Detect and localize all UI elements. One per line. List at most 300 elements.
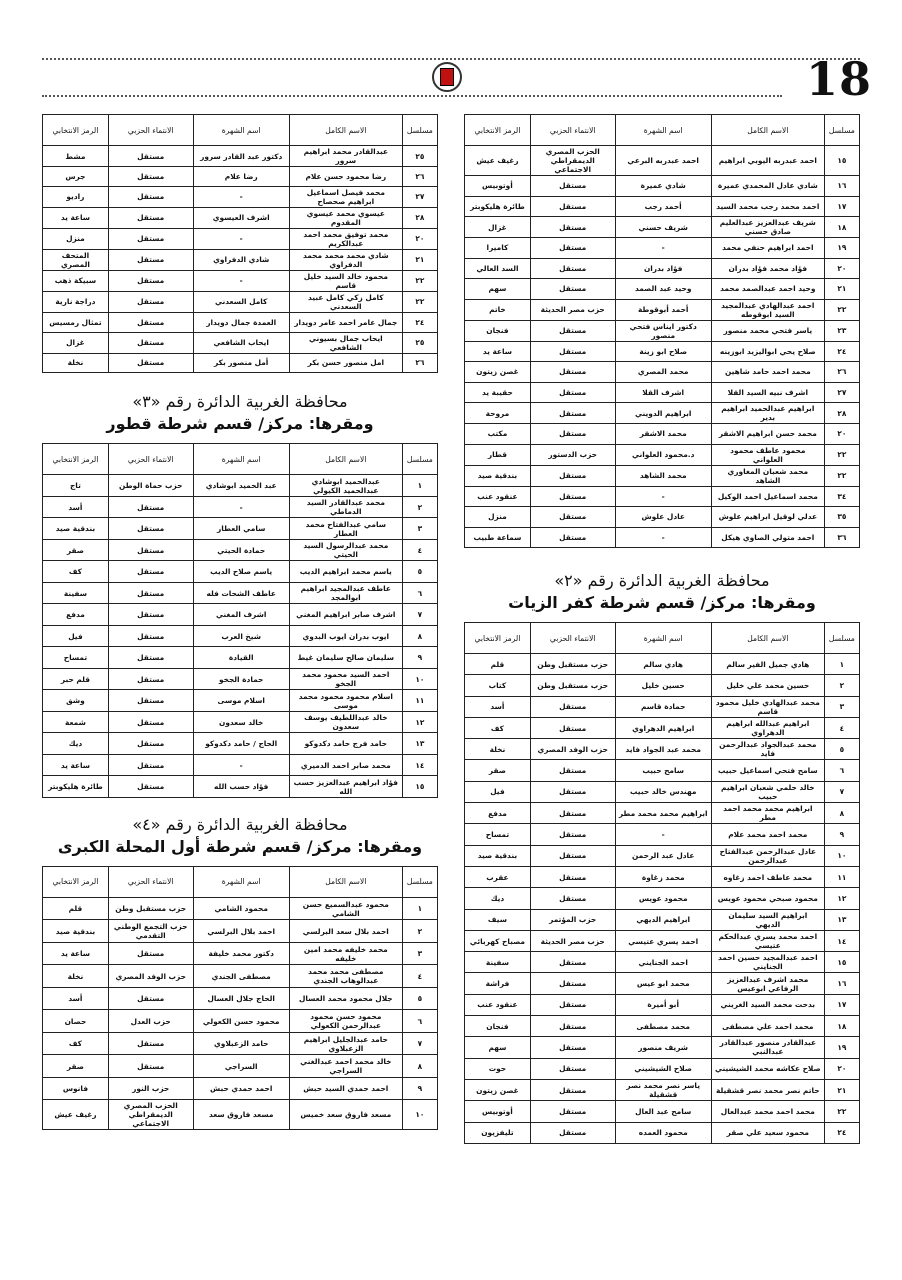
serial-cell: ١٥ bbox=[402, 776, 437, 798]
known-as-cell: محمد المصري bbox=[615, 362, 711, 383]
table-row bbox=[43, 496, 438, 518]
symbol-cell: ساعة يد bbox=[465, 341, 531, 362]
serial-cell: ١٥ bbox=[824, 146, 859, 176]
known-as-cell: أمل منصور بكر bbox=[193, 353, 289, 373]
table-row bbox=[465, 803, 860, 824]
known-as-cell: محمد ابو عيس bbox=[615, 973, 711, 994]
table-row bbox=[465, 341, 860, 362]
serial-cell: ٢٤ bbox=[402, 312, 437, 332]
known-as-cell: فؤاد بدران bbox=[615, 258, 711, 279]
party-cell: مستقل bbox=[530, 507, 615, 528]
full-name-cell: كامل زكي كامل عبيد السعدني bbox=[289, 291, 402, 312]
known-as-cell: سامح عبد العال bbox=[615, 1101, 711, 1122]
column-header: مسلسل bbox=[824, 115, 859, 146]
full-name-cell: شادي عادل المحمدي عميرة bbox=[711, 176, 824, 197]
table-row bbox=[465, 1058, 860, 1079]
serial-cell: ١٩ bbox=[824, 1037, 859, 1058]
party-cell: حزب المؤتمر bbox=[530, 909, 615, 930]
symbol-cell: ساعة يد bbox=[43, 942, 109, 965]
known-as-cell: احمد عبدربه البرعي bbox=[615, 146, 711, 176]
symbol-cell: سهم bbox=[465, 279, 531, 300]
full-name-cell: جلال محمود محمد العسال bbox=[289, 987, 402, 1010]
table-row bbox=[43, 897, 438, 920]
full-name-cell: محمد احمد محمد عبدالعال bbox=[711, 1101, 824, 1122]
column-header: الانتماء الحزبي bbox=[530, 623, 615, 654]
symbol-cell: أوتوبيس bbox=[465, 1101, 531, 1122]
party-cell: مستقل bbox=[530, 196, 615, 217]
serial-cell: ٩ bbox=[824, 824, 859, 845]
known-as-cell: شادي عميرة bbox=[615, 176, 711, 197]
symbol-cell: خاتم bbox=[465, 299, 531, 320]
party-cell: مستقل bbox=[530, 952, 615, 973]
full-name-cell: محمد حسن ابراهيم الاشقر bbox=[711, 424, 824, 445]
serial-cell: ٢٢ bbox=[824, 465, 859, 486]
symbol-cell: حصان bbox=[43, 1010, 109, 1033]
party-cell: مستقل bbox=[530, 1122, 615, 1143]
known-as-cell: مهندس خالد حبيب bbox=[615, 781, 711, 802]
serial-cell: ٥ bbox=[402, 561, 437, 583]
party-cell: مستقل bbox=[108, 754, 193, 776]
serial-cell: ٧ bbox=[824, 781, 859, 802]
symbol-cell: كف bbox=[43, 1032, 109, 1055]
symbol-cell: قلم bbox=[465, 654, 531, 675]
known-as-cell: حمادة الحيتي bbox=[193, 539, 289, 561]
symbol-cell: سيف bbox=[465, 909, 531, 930]
table-row bbox=[43, 1010, 438, 1033]
header-rule-bottom bbox=[42, 95, 782, 97]
table-row bbox=[43, 711, 438, 733]
table-row bbox=[465, 760, 860, 781]
column-header: الرمز الانتخابي bbox=[465, 115, 531, 146]
table-row bbox=[43, 561, 438, 583]
candidates-table-district-4 bbox=[42, 866, 438, 1131]
serial-cell: ١٠ bbox=[402, 668, 437, 690]
full-name-cell: محمود صبحي محمود عويس bbox=[711, 888, 824, 909]
table-row bbox=[465, 1037, 860, 1058]
full-name-cell: احمد محمد يسري عبدالحكم عتيسي bbox=[711, 930, 824, 951]
full-name-cell: احمد حمدي السيد حبش bbox=[289, 1077, 402, 1100]
party-cell: مستقل bbox=[108, 625, 193, 647]
symbol-cell: تمساح bbox=[43, 647, 109, 669]
serial-cell: ١٨ bbox=[824, 217, 859, 238]
serial-cell: ١٠ bbox=[402, 1100, 437, 1130]
party-cell: حزب مستقبل وطن bbox=[530, 654, 615, 675]
table-row bbox=[465, 739, 860, 760]
symbol-cell: كف bbox=[465, 717, 531, 738]
symbol-cell: بندقية صيد bbox=[465, 465, 531, 486]
symbol-cell: أسد bbox=[465, 696, 531, 717]
symbol-cell: نخلة bbox=[43, 353, 109, 373]
full-name-cell: شادي محمد محمد محمد الدفراوي bbox=[289, 249, 402, 270]
party-cell: مستقل bbox=[530, 760, 615, 781]
party-cell: مستقل bbox=[530, 527, 615, 548]
column-header: الانتماء الحزبي bbox=[108, 866, 193, 897]
full-name-cell: محمود عاطف محمود العلواني bbox=[711, 444, 824, 465]
known-as-cell: محمود العمده bbox=[615, 1122, 711, 1143]
district-3-title: محافظة الغربية الدائرة رقم «٣» bbox=[132, 392, 348, 412]
known-as-cell: القيادة bbox=[193, 647, 289, 669]
symbol-cell: ساعة يد bbox=[43, 754, 109, 776]
symbol-cell: ديك bbox=[43, 733, 109, 755]
serial-cell: ٢٥ bbox=[402, 332, 437, 353]
table-row bbox=[465, 888, 860, 909]
full-name-cell: محمد عاطف احمد زغاوه bbox=[711, 866, 824, 887]
table-row bbox=[43, 776, 438, 798]
full-name-cell: اشرف نبيه السيد القلا bbox=[711, 382, 824, 403]
known-as-cell: شادي الدفراوي bbox=[193, 249, 289, 270]
symbol-cell: أوتوبيس bbox=[465, 176, 531, 197]
party-cell: مستقل bbox=[530, 1016, 615, 1037]
party-cell: مستقل bbox=[108, 207, 193, 228]
district-3-subtitle: ومقرها: مركز/ قسم شرطة قطور bbox=[106, 414, 374, 434]
table-row bbox=[43, 207, 438, 228]
party-cell: مستقل bbox=[530, 465, 615, 486]
full-name-cell: صلاح يحي ابواليزيد ابوزينه bbox=[711, 341, 824, 362]
table-row bbox=[43, 1077, 438, 1100]
symbol-cell: تمساح bbox=[465, 824, 531, 845]
full-name-cell: رضا محمود حسن علام bbox=[289, 167, 402, 187]
symbol-cell: قطار bbox=[465, 444, 531, 465]
table-row bbox=[43, 291, 438, 312]
party-cell: مستقل bbox=[530, 866, 615, 887]
serial-cell: ٦ bbox=[824, 760, 859, 781]
column-header: اسم الشهرة bbox=[615, 115, 711, 146]
full-name-cell: عادل عبدالرحمن عبدالفتاح عبدالرحمن bbox=[711, 845, 824, 866]
table-row bbox=[465, 866, 860, 887]
full-name-cell: مسعد فاروق سعد خميس bbox=[289, 1100, 402, 1130]
full-name-cell: وحيد احمد عبدالصمد محمد bbox=[711, 279, 824, 300]
column-header: الاسم الكامل bbox=[289, 866, 402, 897]
table-row bbox=[465, 675, 860, 696]
table-row bbox=[43, 332, 438, 353]
full-name-cell: سامي عبدالفتاح محمد العطار bbox=[289, 518, 402, 540]
table-row bbox=[43, 353, 438, 373]
symbol-cell: سبيكة ذهب bbox=[43, 270, 109, 291]
serial-cell: ٢٨ bbox=[824, 403, 859, 424]
serial-cell: ٢٢ bbox=[824, 1101, 859, 1122]
symbol-cell: مصباح كهربائي bbox=[465, 930, 531, 951]
party-cell: مستقل bbox=[530, 258, 615, 279]
table-row bbox=[465, 486, 860, 507]
symbol-cell: صقر bbox=[43, 1055, 109, 1078]
serial-cell: ١٥ bbox=[824, 952, 859, 973]
full-name-cell: محمد اسماعيل احمد الوكيل bbox=[711, 486, 824, 507]
column-header: الرمز الانتخابي bbox=[465, 623, 531, 654]
serial-cell: ١٤ bbox=[824, 930, 859, 951]
symbol-cell: نخلة bbox=[465, 739, 531, 760]
table-row bbox=[465, 320, 860, 341]
table-row bbox=[43, 690, 438, 712]
candidates-table-district-1-continued bbox=[464, 114, 860, 548]
known-as-cell: احمد حمدي حبش bbox=[193, 1077, 289, 1100]
known-as-cell: دكتور ايناس فتحي منصور bbox=[615, 320, 711, 341]
symbol-cell: رغيف عيش bbox=[465, 146, 531, 176]
full-name-cell: محمد عبدالجواد عبدالرحمن فايد bbox=[711, 739, 824, 760]
known-as-cell: ابراهيم الديهي bbox=[615, 909, 711, 930]
symbol-cell: أسد bbox=[43, 987, 109, 1010]
header-rule-top bbox=[42, 58, 860, 60]
party-cell: مستقل bbox=[530, 320, 615, 341]
symbol-cell: سفينة bbox=[43, 582, 109, 604]
known-as-cell: احمد يسري عتيسي bbox=[615, 930, 711, 951]
table-row bbox=[43, 186, 438, 207]
symbol-cell: تاج bbox=[43, 475, 109, 497]
serial-cell: ١٦ bbox=[824, 176, 859, 197]
table-header-row bbox=[465, 115, 860, 146]
full-name-cell: محمد شعبان المغاوري الشاهد bbox=[711, 465, 824, 486]
party-cell: مستقل bbox=[530, 382, 615, 403]
known-as-cell: د.محمود العلواني bbox=[615, 444, 711, 465]
full-name-cell: شريف عبدالعزيز عبدالعليم صادق حسني bbox=[711, 217, 824, 238]
full-name-cell: ياسم محمد ابراهيم الديب bbox=[289, 561, 402, 583]
known-as-cell: عبد الحميد ابوشادي bbox=[193, 475, 289, 497]
symbol-cell: أسد bbox=[43, 496, 109, 518]
symbol-cell: فانوس bbox=[43, 1077, 109, 1100]
known-as-cell: عاطف الشحات فله bbox=[193, 582, 289, 604]
party-cell: مستقل bbox=[108, 711, 193, 733]
party-cell: حزب مستقبل وطن bbox=[108, 897, 193, 920]
known-as-cell: أحمد رجب bbox=[615, 196, 711, 217]
table-row bbox=[465, 973, 860, 994]
party-cell: مستقل bbox=[530, 362, 615, 383]
serial-cell: ١١ bbox=[824, 866, 859, 887]
table-row bbox=[43, 146, 438, 167]
party-cell: مستقل bbox=[108, 496, 193, 518]
table-row bbox=[43, 965, 438, 988]
serial-cell: ٨ bbox=[402, 1055, 437, 1078]
table-row bbox=[465, 238, 860, 259]
candidates-table-district-3 bbox=[42, 443, 438, 798]
full-name-cell: محمد صابر احمد الدميري bbox=[289, 754, 402, 776]
party-cell: مستقل bbox=[108, 249, 193, 270]
symbol-cell: قلم bbox=[43, 897, 109, 920]
known-as-cell: محمود عويس bbox=[615, 888, 711, 909]
full-name-cell: محمد احمد حامد شاهين bbox=[711, 362, 824, 383]
known-as-cell: ابراهيم محمد محمد مطر bbox=[615, 803, 711, 824]
known-as-cell: أحمد أبوقوطة bbox=[615, 299, 711, 320]
full-name-cell: صلاح عكاشه محمد الشيشيني bbox=[711, 1058, 824, 1079]
full-name-cell: ايوب بدران ايوب البدوي bbox=[289, 625, 402, 647]
table-row bbox=[465, 424, 860, 445]
symbol-cell: بندقية صيد bbox=[43, 518, 109, 540]
known-as-cell: خالد سعدون bbox=[193, 711, 289, 733]
table-row bbox=[465, 362, 860, 383]
symbol-cell: راديو bbox=[43, 186, 109, 207]
table-row bbox=[43, 475, 438, 497]
serial-cell: ٣٦ bbox=[824, 527, 859, 548]
full-name-cell: احمد محمد رجب محمد السيد bbox=[711, 196, 824, 217]
serial-cell: ١٨ bbox=[824, 1016, 859, 1037]
symbol-cell: المتحف المصري bbox=[43, 249, 109, 270]
symbol-cell: عنقود عنب bbox=[465, 994, 531, 1015]
full-name-cell: محمد خليفه محمد امين خليفه bbox=[289, 942, 402, 965]
known-as-cell: - bbox=[193, 754, 289, 776]
party-cell: حزب التجمع الوطني التقدمي bbox=[108, 920, 193, 943]
full-name-cell: ايحاب جمال بسيوني الشافعي bbox=[289, 332, 402, 353]
column-header: اسم الشهرة bbox=[193, 444, 289, 475]
full-name-cell: محمد احمد علي مصطفى bbox=[711, 1016, 824, 1037]
party-cell: مستقل bbox=[108, 604, 193, 626]
serial-cell: ٢٠ bbox=[824, 1058, 859, 1079]
table-row bbox=[43, 987, 438, 1010]
party-cell: حزب مصر الحديثة bbox=[530, 299, 615, 320]
symbol-cell: قلم حبر bbox=[43, 668, 109, 690]
serial-cell: ١٧ bbox=[824, 196, 859, 217]
party-cell: مستقل bbox=[530, 1058, 615, 1079]
table-row bbox=[465, 444, 860, 465]
serial-cell: ٣٤ bbox=[824, 486, 859, 507]
full-name-cell: خالد حلمي شعبان ابراهيم حبيب bbox=[711, 781, 824, 802]
symbol-cell: فراشة bbox=[465, 973, 531, 994]
party-cell: حزب الوفد المصري bbox=[108, 965, 193, 988]
full-name-cell: خالد محمد احمد عبدالغني السراجي bbox=[289, 1055, 402, 1078]
symbol-cell: بندقية صيد bbox=[43, 920, 109, 943]
known-as-cell: رضا علام bbox=[193, 167, 289, 187]
symbol-cell: مشط bbox=[43, 146, 109, 167]
full-name-cell: حامد فرج حامد دكدوكو bbox=[289, 733, 402, 755]
party-cell: الحزب المصري الديمقراطي الاجتماعي bbox=[530, 146, 615, 176]
serial-cell: ٢٢ bbox=[824, 299, 859, 320]
known-as-cell: ياسر نصر محمد نصر قشقيلة bbox=[615, 1079, 711, 1100]
party-cell: مستقل bbox=[108, 733, 193, 755]
party-cell: مستقل bbox=[530, 403, 615, 424]
party-cell: مستقل bbox=[530, 717, 615, 738]
known-as-cell: محمد عبد الجواد فايد bbox=[615, 739, 711, 760]
known-as-cell: شريف منصور bbox=[615, 1037, 711, 1058]
table-row bbox=[465, 930, 860, 951]
full-name-cell: اشرف صابر ابراهيم المغني bbox=[289, 604, 402, 626]
known-as-cell: مسعد فاروق سعد bbox=[193, 1100, 289, 1130]
table-row bbox=[43, 733, 438, 755]
serial-cell: ٨ bbox=[824, 803, 859, 824]
full-name-cell: محمد احمد محمد علام bbox=[711, 824, 824, 845]
full-name-cell: حسين محمد علي خليل bbox=[711, 675, 824, 696]
column-header: الاسم الكامل bbox=[289, 115, 402, 146]
symbol-cell: غصن زيتون bbox=[465, 362, 531, 383]
known-as-cell: - bbox=[615, 238, 711, 259]
party-cell: مستقل bbox=[108, 332, 193, 353]
column-header: الرمز الانتخابي bbox=[43, 866, 109, 897]
table-row bbox=[465, 717, 860, 738]
table-row bbox=[465, 299, 860, 320]
symbol-cell: شمعة bbox=[43, 711, 109, 733]
symbol-cell: حوت bbox=[465, 1058, 531, 1079]
known-as-cell: - bbox=[193, 186, 289, 207]
table-row bbox=[465, 258, 860, 279]
party-cell: مستقل bbox=[108, 146, 193, 167]
serial-cell: ٢٠ bbox=[824, 424, 859, 445]
full-name-cell: حامد عبدالجليل ابراهيم الزعبلاوي bbox=[289, 1032, 402, 1055]
party-cell: مستقل bbox=[530, 781, 615, 802]
party-cell: مستقل bbox=[108, 291, 193, 312]
table-row bbox=[43, 1032, 438, 1055]
table-row bbox=[465, 146, 860, 176]
party-cell: مستقل bbox=[108, 776, 193, 798]
serial-cell: ٢٢ bbox=[402, 270, 437, 291]
table-row bbox=[465, 1101, 860, 1122]
table-row bbox=[465, 217, 860, 238]
party-cell: مستقل bbox=[108, 167, 193, 187]
full-name-cell: احمد بلال سعد البرلسي bbox=[289, 920, 402, 943]
known-as-cell: دكتور عبد القادر سرور bbox=[193, 146, 289, 167]
full-name-cell: فؤاد محمد فؤاد بدران bbox=[711, 258, 824, 279]
symbol-cell: مكتب bbox=[465, 424, 531, 445]
full-name-cell: مصطفى محمد محمد عبدالوهاب الجندي bbox=[289, 965, 402, 988]
full-name-cell: محمد فيصل اسماعيل ابراهيم صحصاح bbox=[289, 186, 402, 207]
serial-cell: ٢١ bbox=[824, 1079, 859, 1100]
symbol-cell: سماعة طبيب bbox=[465, 527, 531, 548]
known-as-cell: ياسم صلاح الديب bbox=[193, 561, 289, 583]
party-cell: مستقل bbox=[108, 690, 193, 712]
table-row bbox=[465, 1079, 860, 1100]
known-as-cell: - bbox=[615, 527, 711, 548]
serial-cell: ٦ bbox=[402, 1010, 437, 1033]
known-as-cell: محمود الشامي bbox=[193, 897, 289, 920]
serial-cell: ١ bbox=[402, 897, 437, 920]
party-cell: مستقل bbox=[530, 1037, 615, 1058]
column-header: اسم الشهرة bbox=[193, 866, 289, 897]
serial-cell: ١٣ bbox=[824, 909, 859, 930]
known-as-cell: حامد الزعبلاوي bbox=[193, 1032, 289, 1055]
full-name-cell: محمود خالد السيد خليل قاسم bbox=[289, 270, 402, 291]
known-as-cell: - bbox=[193, 228, 289, 249]
full-name-cell: محمود سعيد علي صقر bbox=[711, 1122, 824, 1143]
serial-cell: ٢ bbox=[824, 675, 859, 696]
known-as-cell: - bbox=[193, 270, 289, 291]
party-cell: مستقل bbox=[108, 312, 193, 332]
symbol-cell: مدفع bbox=[43, 604, 109, 626]
full-name-cell: سليمان صالح سليمان غيط bbox=[289, 647, 402, 669]
known-as-cell: اشرف القلا bbox=[615, 382, 711, 403]
full-name-cell: اسلام محمود محمود محمد موسى bbox=[289, 690, 402, 712]
serial-cell: ١٧ bbox=[824, 994, 859, 1015]
full-name-cell: ابراهيم عبدالحميد ابراهيم بدير bbox=[711, 403, 824, 424]
party-cell: مستقل bbox=[108, 987, 193, 1010]
serial-cell: ١٣ bbox=[402, 733, 437, 755]
known-as-cell: محمد مصطفى bbox=[615, 1016, 711, 1037]
symbol-cell: طائرة هليكوبتر bbox=[465, 196, 531, 217]
symbol-cell: كف bbox=[43, 561, 109, 583]
table-row bbox=[465, 507, 860, 528]
table-header-row bbox=[43, 444, 438, 475]
candidates-table-district-2 bbox=[464, 622, 860, 1144]
symbol-cell: صقر bbox=[465, 760, 531, 781]
party-cell: مستقل bbox=[530, 696, 615, 717]
symbol-cell: منزل bbox=[465, 507, 531, 528]
serial-cell: ١ bbox=[402, 475, 437, 497]
full-name-cell: بدحت محمد السيد الغريني bbox=[711, 994, 824, 1015]
party-cell: مستقل bbox=[530, 973, 615, 994]
table-row bbox=[465, 527, 860, 548]
serial-cell: ٢٨ bbox=[402, 207, 437, 228]
full-name-cell: احمد عبدربه اليوبي ابراهيم bbox=[711, 146, 824, 176]
known-as-cell: مصطفى الجندي bbox=[193, 965, 289, 988]
known-as-cell: شيخ العرب bbox=[193, 625, 289, 647]
serial-cell: ١٢ bbox=[824, 888, 859, 909]
symbol-cell: السد العالي bbox=[465, 258, 531, 279]
serial-cell: ٢٧ bbox=[402, 186, 437, 207]
column-left bbox=[42, 114, 438, 1130]
party-cell: حزب العدل bbox=[108, 1010, 193, 1033]
table-row bbox=[43, 668, 438, 690]
party-cell: مستقل bbox=[530, 803, 615, 824]
serial-cell: ٢ bbox=[402, 496, 437, 518]
symbol-cell: تمثال رمسيس bbox=[43, 312, 109, 332]
known-as-cell: دكتور محمد خليفة bbox=[193, 942, 289, 965]
party-cell: مستقل bbox=[108, 353, 193, 373]
serial-cell: ٩ bbox=[402, 647, 437, 669]
full-name-cell: عبدالحميد ابوشادي عبدالحميد الكيولي bbox=[289, 475, 402, 497]
